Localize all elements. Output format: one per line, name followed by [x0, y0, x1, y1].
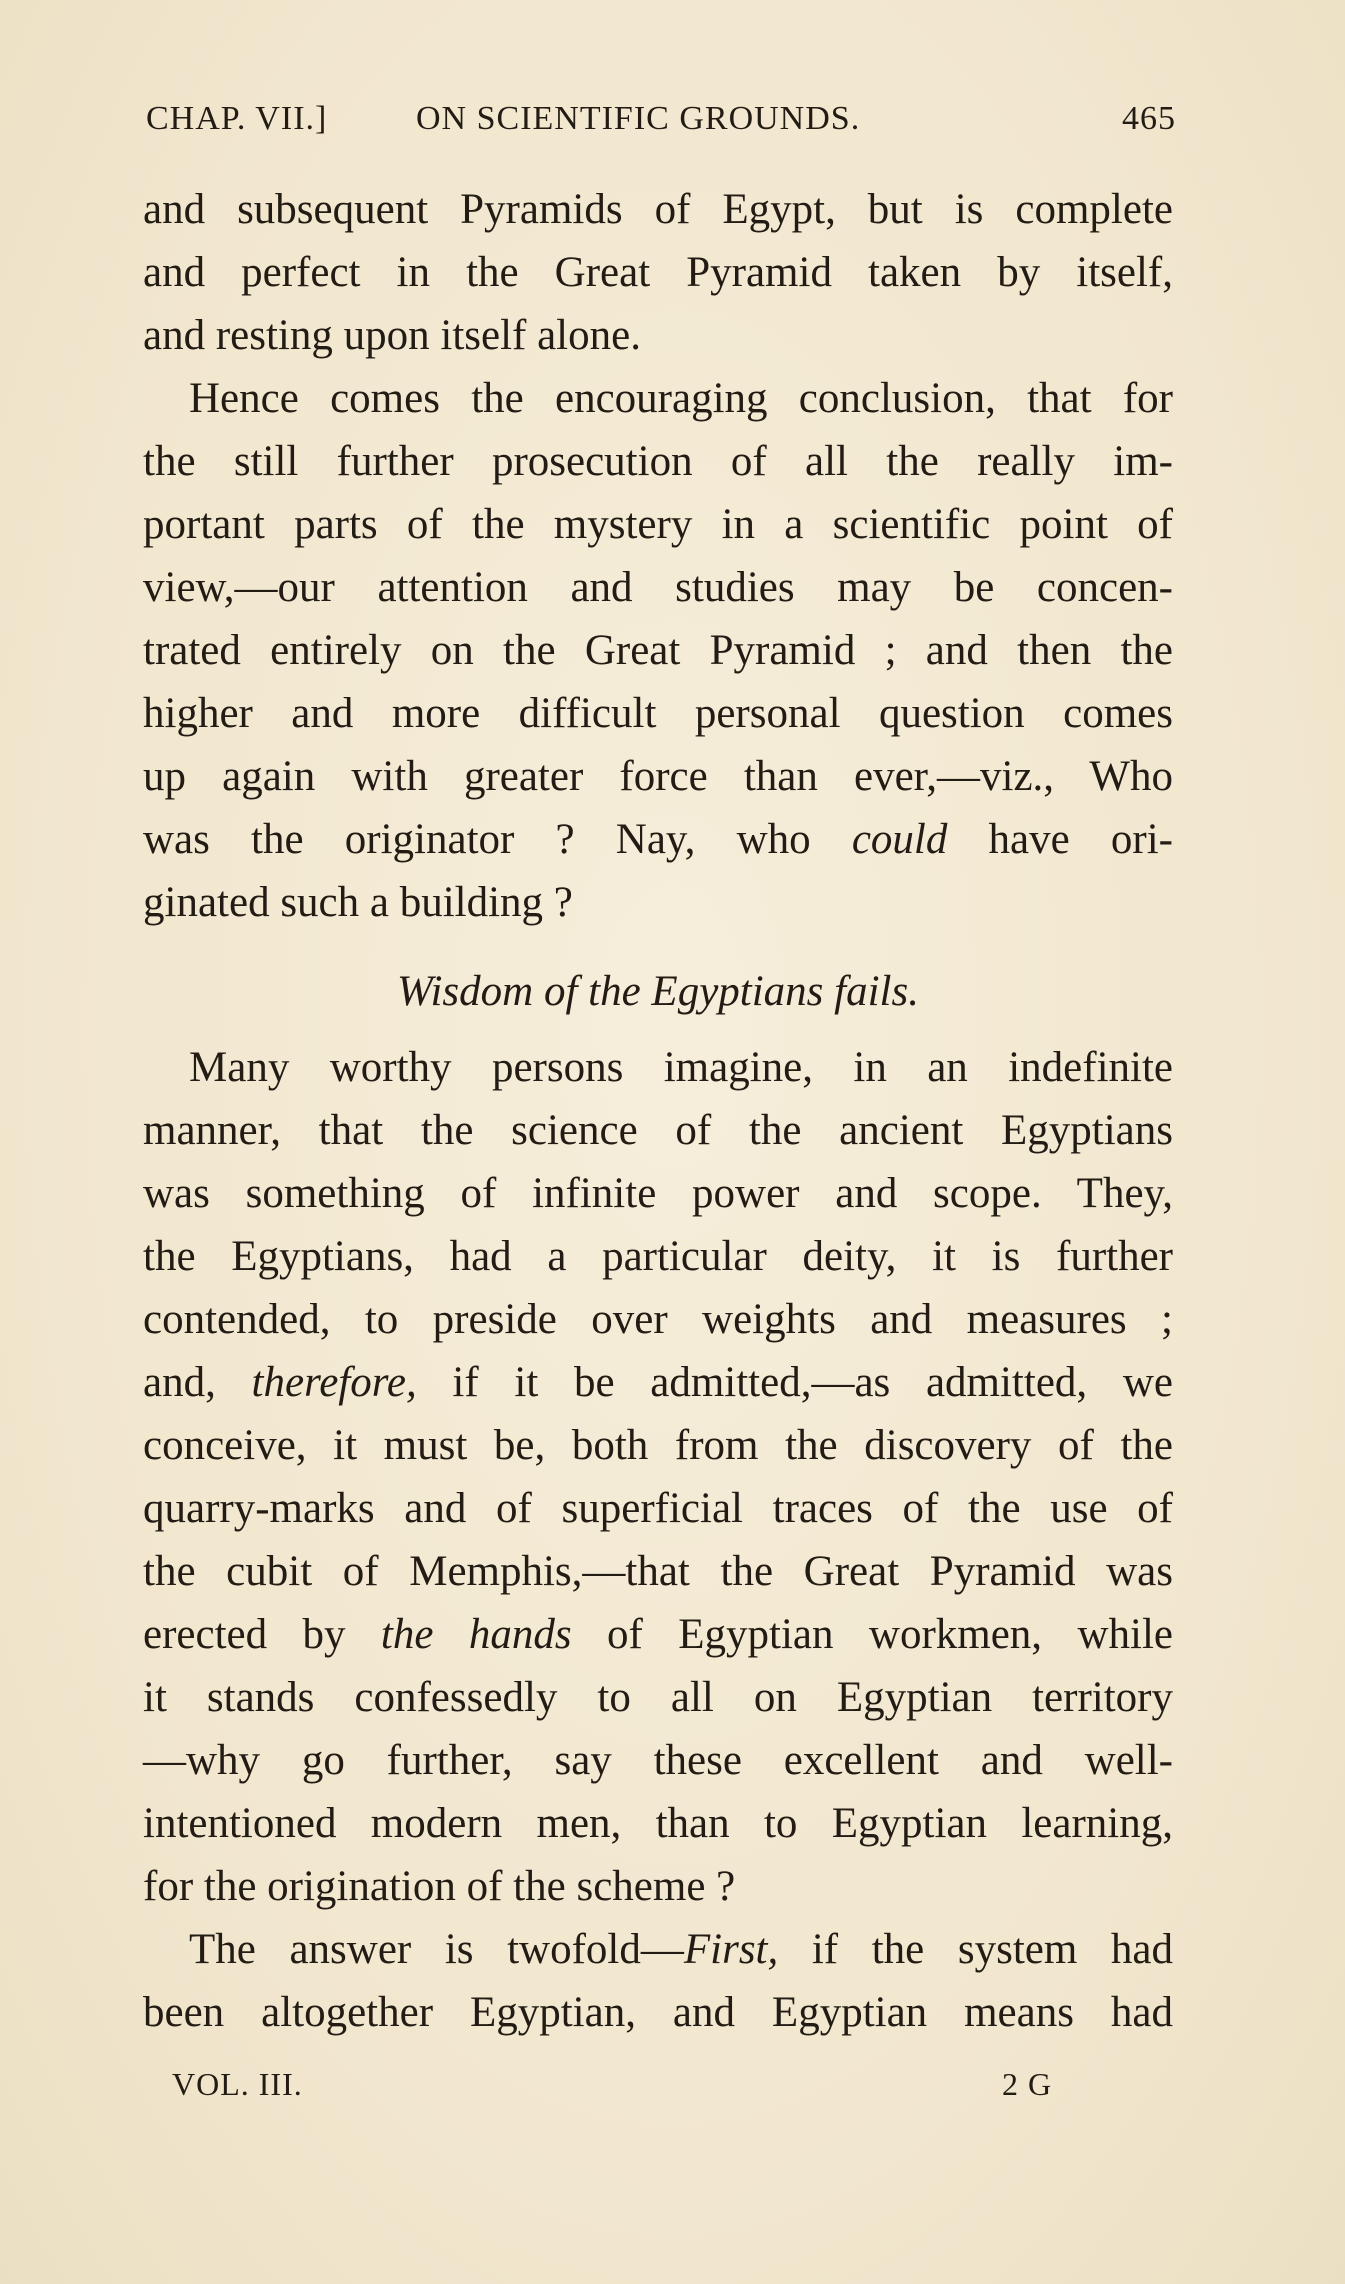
running-title: ON SCIENTIFIC GROUNDS. [416, 100, 861, 137]
chapter-label: CHAP. VII.] [146, 100, 328, 137]
text-line: it stands confessedly to all on Egyptian territory [143, 1674, 1173, 1721]
text-span: if it be admitted,—as admitted, we [416, 1359, 1173, 1406]
text-line: and subsequent Pyramids of Egypt, but is complete [143, 186, 1173, 233]
text-line [143, 1603, 1173, 1666]
text-span: if the system had [778, 1926, 1173, 1973]
volume-label: VOL. III. [172, 2066, 303, 2102]
text-line: intentioned modern men, than to Egyptian learning, [143, 1800, 1173, 1847]
text-span: of Egyptian workmen, while [571, 1611, 1173, 1658]
paragraph-continuation [143, 178, 1173, 367]
body-text [143, 178, 1173, 2044]
text-line: the still further prosecution of all the really im- [143, 438, 1173, 485]
text-line: and resting upon itself alone. [143, 312, 641, 359]
text-line: quarry-marks and of superficial traces of the use of [143, 1485, 1173, 1532]
text-line: and perfect in the Great Pyramid taken by itself, [143, 249, 1173, 296]
paragraph-many-worthy [143, 1036, 1173, 1918]
text-line: been altogether Egyptian, and Egyptian means had [143, 1989, 1173, 2036]
signature-mark: 2 G [1002, 2066, 1053, 2102]
running-header [146, 100, 1176, 150]
text-line: portant parts of the mystery in a scientific point of [143, 501, 1173, 548]
text-line: —why go further, say these excellent and well- [143, 1737, 1173, 1784]
text-line: Hence comes the encouraging conclusion, that for [189, 375, 1173, 422]
text-span: erected by [143, 1611, 381, 1658]
italic-text: therefore, [251, 1359, 417, 1406]
text-line [143, 1351, 1173, 1414]
text-span: and, [143, 1359, 252, 1406]
text-line: conceive, it must be, both from the discovery of the [143, 1422, 1173, 1469]
text-line: contended, to preside over weights and measures ; [143, 1296, 1173, 1343]
italic-text: First, [683, 1926, 779, 1973]
text-line: Many worthy persons imagine, in an indefinite [189, 1044, 1173, 1091]
paragraph-hence [143, 367, 1173, 934]
paragraph-answer [143, 1918, 1173, 2044]
text-line [143, 808, 1173, 871]
text-line: manner, that the science of the ancient Egyptians [143, 1107, 1173, 1154]
italic-text: could [851, 816, 948, 863]
text-span: The answer is twofold— [189, 1926, 684, 1973]
text-line: the Egyptians, had a particular deity, it is further [143, 1233, 1173, 1280]
text-line: trated entirely on the Great Pyramid ; and then the [143, 627, 1173, 674]
text-span: have ori- [947, 816, 1173, 863]
text-line: for the origination of the scheme ? [143, 1863, 736, 1910]
page-footer [172, 2066, 1072, 2116]
text-line [143, 1918, 1173, 1981]
text-line: view,—our attention and studies may be concen- [143, 564, 1173, 611]
page-number: 465 [1122, 100, 1176, 137]
text-line: was something of infinite power and scope. They, [143, 1170, 1173, 1217]
text-line: higher and more difficult personal question comes [143, 690, 1173, 737]
text-line: up again with greater force than ever,—viz., Who [143, 753, 1173, 800]
italic-text: the hands [380, 1611, 572, 1658]
section-heading: Wisdom of the Egyptians fails. [397, 968, 919, 1015]
text-line: the cubit of Memphis,—that the Great Pyramid was [143, 1548, 1173, 1595]
text-line: ginated such a building ? [143, 879, 573, 926]
text-span: was the originator ? Nay, who [143, 816, 852, 863]
